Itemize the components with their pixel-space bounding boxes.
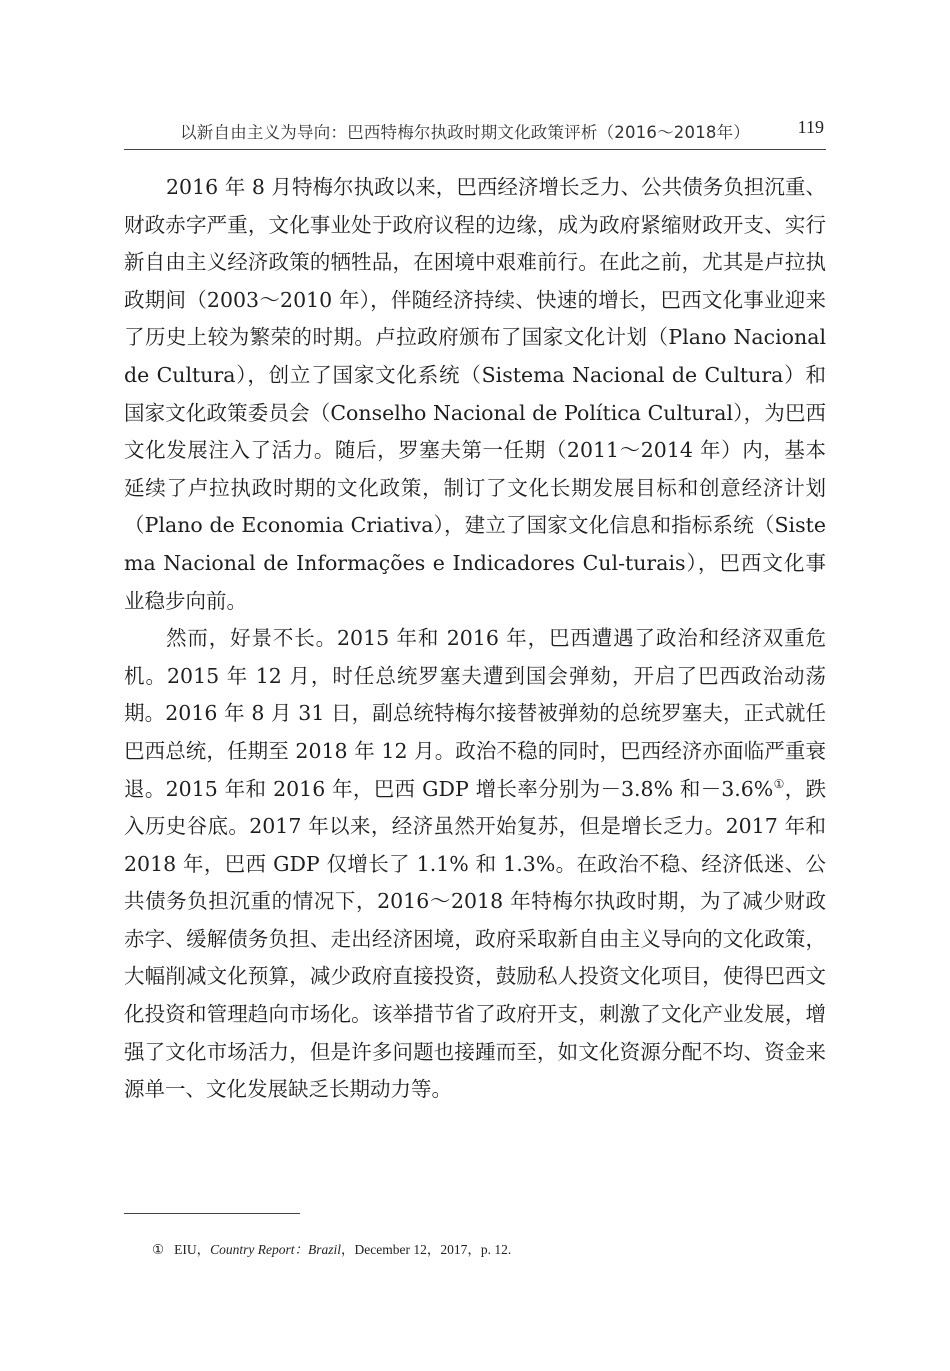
paragraph-2 [124,620,826,1109]
paragraph-1: 2016 年 8 月特梅尔执政以来，巴西经济增长乏力、公共债务负担沉重、财政赤字严重，文化事业处于政府议程的边缘，成为政府紧缩财政开支、实行新自由主义经济政策的牺牲品，在困境中艰难前行。在此之前，尤其是卢拉执政期间（2003～2010 年），伴随经济持续、快速的增长，巴西文化事业迎来了历史上较为繁荣的时期。卢拉政府颁布了国家文化计划（Plano Nacional de Cultura），创立了国家文化系统（Sistema Nacional de Cultura）和国家文化政策委员会（Conselho Nacional de Política Cultural），为巴西文化发展注入了活力。随后，罗塞夫第一任期（2011～2014 年）内，基本延续了卢拉执政时期的文化政策，制订了文化长期发展目标和创意经济计划（Plano de Economia Criativa），建立了国家文化信息和指标系统（Sistema Nacional de Informações e Indicadores Cul-turais），巴西文化事业稳步向前。 [124,175,826,613]
page-number: 119 [797,117,824,137]
running-title: 以新自由主义为导向：巴西特梅尔执政时期文化政策评析（2016～2018年） [180,123,750,142]
header-rule [124,149,826,150]
footnote-suffix: ，December 12，2017，p. 12. [340,1242,512,1257]
body-text [124,169,826,1109]
footnote-mark: ① [152,1242,165,1257]
paragraph-2-text-b: ，跌入历史谷底。2017 年以来，经济虽然开始复苏，但是增长乏力。2017 年和 2018 年，巴西 GDP 仅增长了 1.1% 和 1.3%。在政治不稳、经济低迷、公共债务负担沉重的情况下，2016～2018 年特梅尔执政时期，为了减少财政赤字、缓解债务负担、走出经济困境，政府采取新自由主义导向的文化政策，大幅削减文化预算，减少政府直接投资，鼓励私人投资文化项目，使得巴西文化投资和管理趋向市场化。该举措节省了政府开支，刺激了文化产业发展，增强了文化市场活力，但是许多问题也接踵而至，如文化资源分配不均、资金来源单一、文化发展缺乏长期动力等。 [124,776,827,1102]
running-head [124,112,826,148]
paragraph-2-text-a: 然而，好景不长。2015 年和 2016 年，巴西遭遇了政治和经济双重危机。2015 年 12 月，时任总统罗塞夫遭到国会弹劾，开启了巴西政治动荡期。2016 年 8 月 31 日，副总统特梅尔接替被弹劾的总统罗塞夫，正式就任巴西总统，任期至 2018 年 12 月。政治不稳的同时，巴西经济亦面临严重衰退。2015 年和 2016 年，巴西 GDP 增长率分别为－3.8% 和－3.6% [124,626,826,801]
footnote-reference[interactable]: ① [773,776,785,791]
footnote-rule [124,1213,300,1214]
footnote [152,1238,511,1258]
footnote-source-title: Country Report：Brazil [210,1242,341,1257]
footnote-prefix: EIU， [174,1242,211,1257]
